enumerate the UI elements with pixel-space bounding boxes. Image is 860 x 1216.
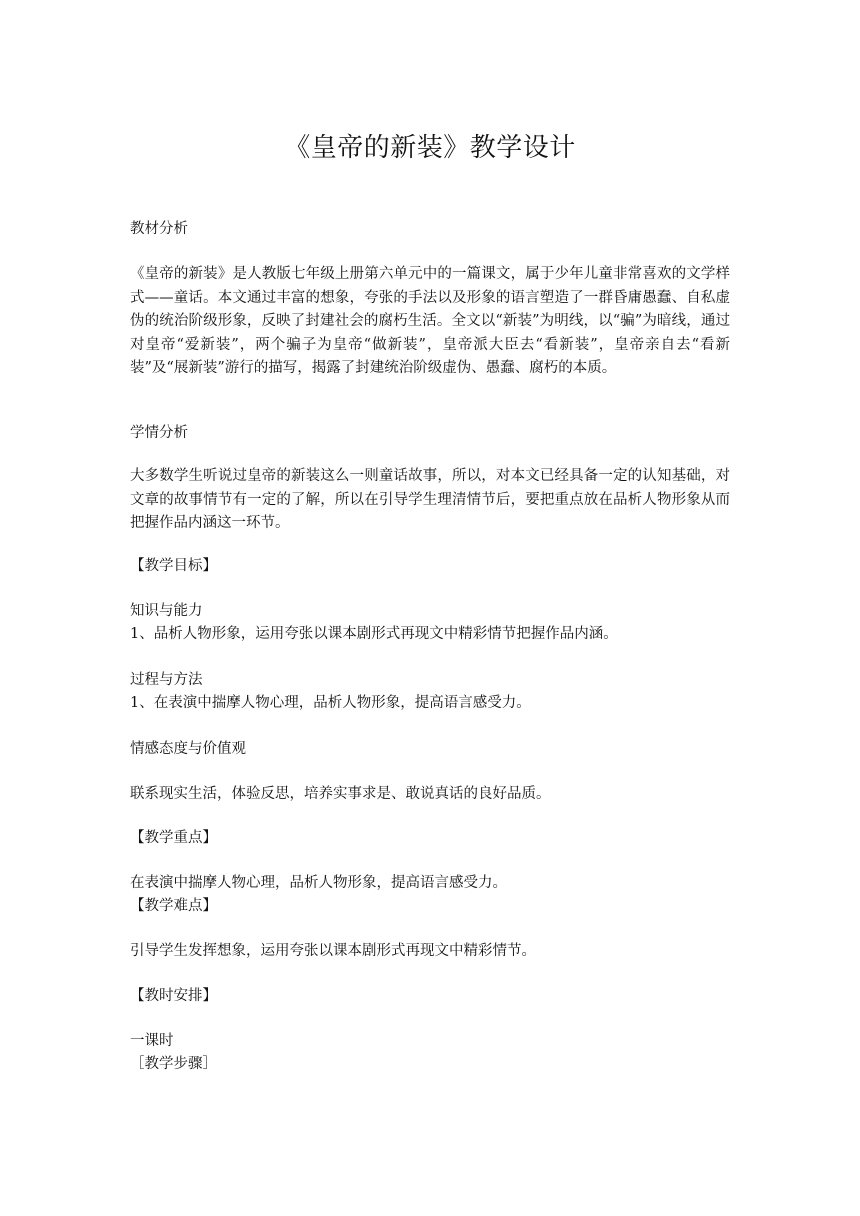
section-heading-class-schedule: 【教时安排】 [130,988,217,1004]
subheading-emotion-values: 情感态度与价值观 [130,741,246,757]
process-method-item: 1、在表演中揣摩人物心理，品析人物形象，提高语言感受力。 [130,695,531,711]
section-heading-teaching-difficulties: 【教学难点】 [130,898,217,914]
subheading-process-method: 过程与方法 [130,672,203,688]
class-schedule-body: 一课时 [130,1033,174,1049]
emotion-values-body: 联系现实生活，体验反思，培养实事求是、敢说真话的良好品质。 [130,786,551,802]
subheading-knowledge-ability: 知识与能力 [130,603,203,619]
textbook-analysis-paragraph: 《皇帝的新装》是人教版七年级上册第六单元中的一篇课文，属于少年儿童非常喜欢的文学样式——童话。本文通过丰富的想象，夸张的手法以及形象的语言塑造了一群昏庸愚蠢、自私虚伪的统治阶级形象，反映了封建社会的腐朽生活。全文以“新装”为明线，以“骗”为暗线，通过对皇帝“爱新装”，两个骗子为皇帝“做新装”，皇帝派大臣去“看新装”，皇帝亲自去“看新装”及“展新装”游行的描写，揭露了封建统治阶级虚伪、愚蠢、腐朽的本质。 [130,266,730,376]
section-heading-teaching-key-points: 【教学重点】 [130,830,217,846]
section-heading-student-analysis: 学情分析 [130,425,188,441]
document-title: 《皇帝的新装》教学设计 [284,133,576,163]
teaching-difficulties-body: 引导学生发挥想象，运用夸张以课本剧形式再现文中精彩情节。 [130,943,536,959]
section-heading-teaching-steps: ［教学步骤］ [130,1056,217,1072]
knowledge-ability-item: 1、品析人物形象，运用夸张以课本剧形式再现文中精彩情节把握作品内涵。 [130,626,618,642]
section-heading-textbook-analysis: 教材分析 [130,221,188,237]
section-heading-teaching-goals: 【教学目标】 [130,558,217,574]
student-analysis-paragraph: 大多数学生听说过皇帝的新装这么一则童话故事，所以，对本文已经具备一定的认知基础，对文章的故事情节有一定的了解，所以在引导学生理清情节后，要把重点放在品析人物形象从而把握作品内涵这一环节。 [130,468,730,531]
teaching-key-points-body: 在表演中揣摩人物心理，品析人物形象，提高语言感受力。 [130,875,507,891]
